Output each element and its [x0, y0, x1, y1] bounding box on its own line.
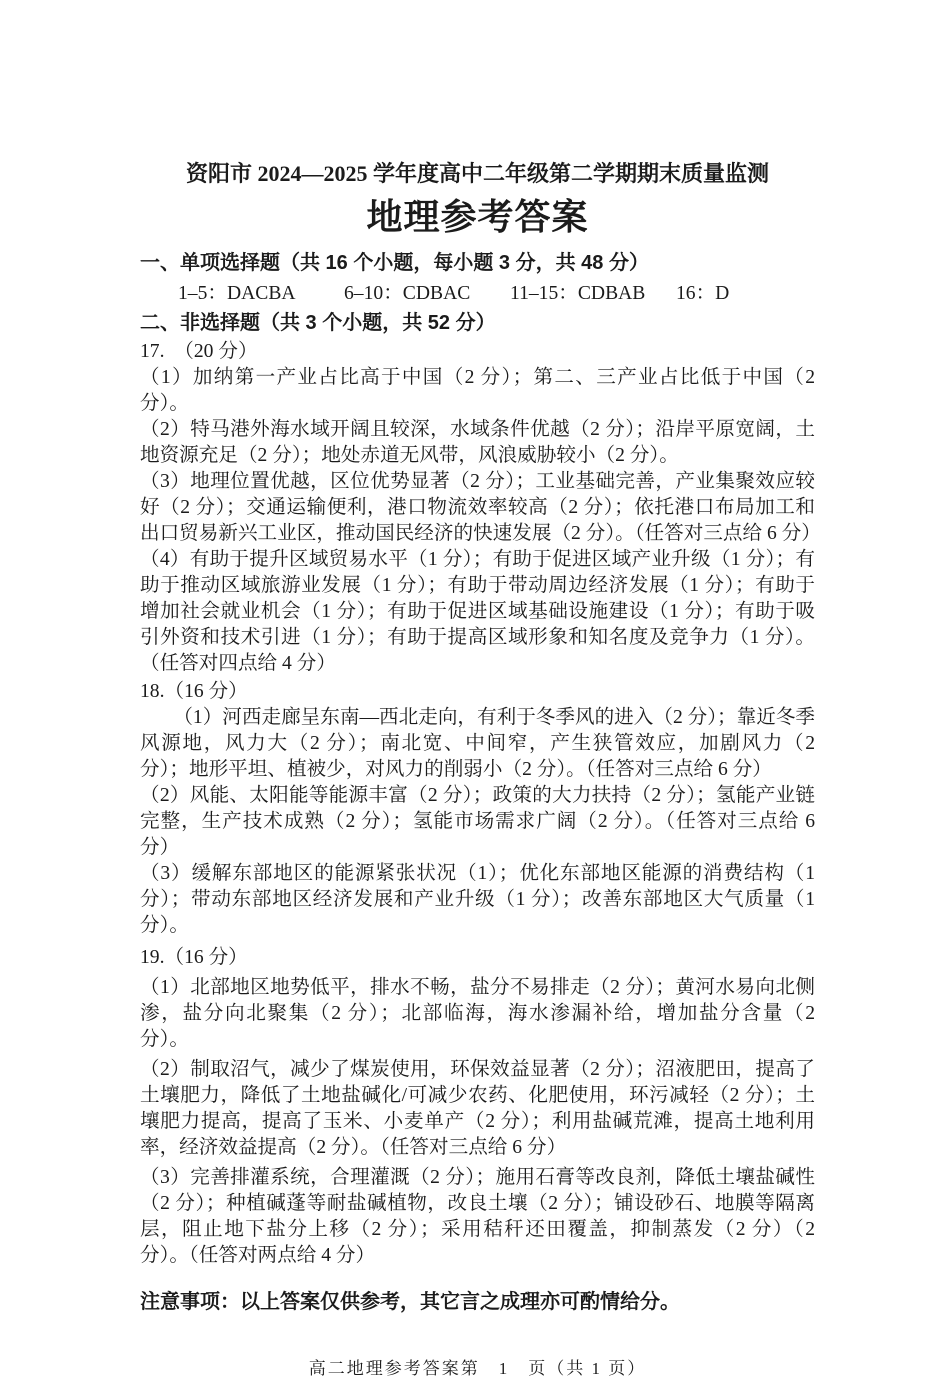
mcq-answers-row: [178, 280, 815, 307]
answer-paragraph: （1）加纳第一产业占比高于中国（2 分）；第二、三产业占比低于中国（2 分）。: [140, 367, 815, 414]
answer-paragraph: （2）特马港外海水域开阔且较深，水域条件优越（2 分）；沿岸平原宽阔，土地资源充足（2 分）；地处赤道无风带，风浪威胁较小（2 分）。: [140, 419, 815, 466]
question-block: [140, 945, 815, 1269]
question-number: 18.（16 分）: [140, 681, 248, 702]
page-title: 地理参考答案: [366, 196, 589, 237]
grading-note: 注意事项：以上答案仅供参考，其它言之成理亦可酌情给分。: [140, 1291, 680, 1313]
answer-paragraph: （3）缓解东部地区的能源紧张状况（1）；优化东部地区能源的消费结构（1 分）；带动东部地区经济发展和产业升级（1 分）；改善东部地区大气质量（1 分）。: [140, 863, 815, 936]
answer-paragraph: （3）完善排灌系统，合理灌溉（2 分）；施用石膏等改良剂，降低土壤盐碱性（2 分）；种植碱蓬等耐盐碱植物，改良土壤（2 分）；铺设砂石、地膜等隔离层，阻止地下盐分上移（2 分）；采用秸秆还田覆盖，抑制蒸发（2 分）（2 分）。（任答对两点给 4 分）: [140, 1167, 815, 1266]
answer-group: 11–15：CDBAB: [510, 283, 646, 304]
answer-paragraph: （2）风能、太阳能等能源丰富（2 分）；政策的大力扶持（2 分）；氢能产业链完整，生产技术成熟（2 分）；氢能市场需求广阔（2 分）。（任答对三点给 6 分）: [140, 785, 815, 858]
answer-paragraph: （1）北部地区地势低平，排水不畅，盐分不易排走（2 分）；黄河水易向北侧渗，盐分向北聚集（2 分）；北部临海，海水渗漏补给，增加盐分含量（2 分）。: [140, 977, 815, 1050]
answer-paragraph: （2）制取沼气，减少了煤炭使用，环保效益显著（2 分）；沼液肥田，提高了土壤肥力，降低了土地盐碱化/可减少农药、化肥使用，环污减轻（2 分）；土壤肥力提高，提高了玉米、小麦单产（2 分）；利用盐碱荒滩，提高土地利用率，经济效益提高（2 分）。（任答对三点给 6 分）: [140, 1059, 815, 1158]
exam-title: 资阳市 2024—2025 学年度高中二年级第二学期期末质量监测: [185, 161, 769, 186]
section1-heading: 一、单项选择题（共 16 个小题，每小题 3 分，共 48 分）: [140, 252, 649, 274]
answer-paragraph: （4）有助于提升区域贸易水平（1 分）；有助于促进区域产业升级（1 分）；有助于推动区域旅游业发展（1 分）；有助于带动周边经济发展（1 分）；有助于增加社会就业机会（1 分）；有助于促进区域基础设施建设（1 分）；有助于吸引外资和技术引进（1 分）；有助于提高区域形象和知名度及竞争力（1 分）。（任答对四点给 4 分）: [140, 549, 815, 674]
answer-group: 16：D: [676, 283, 730, 304]
answer-paragraph: （3）地理位置优越，区位优势显著（2 分）；工业基础完善，产业集聚效应较好（2 分）；交通运输便利，港口物流效率较高（2 分）；依托港口布局加工和出口贸易新兴工业区，推动国民经济的快速发展（2 分）。（任答对三点给 6 分）: [140, 471, 821, 544]
section2-heading: 二、非选择题（共 3 个小题，共 52 分）: [140, 312, 496, 334]
question-block: [140, 679, 815, 939]
answer-group: 1–5：DACBA: [178, 283, 296, 304]
question-number: 19.（16 分）: [140, 947, 248, 968]
question-number: 17. （20 分）: [140, 341, 258, 362]
questions-container: [140, 339, 821, 1269]
answer-paragraph: （1）河西走廊呈东南—西北走向，有利于冬季风的进入（2 分）；靠近冬季风源地，风力大（2 分）；南北宽、中间窄，产生狭管效应，加剧风力（2 分）；地形平坦、植被少，对风力的削弱小（2 分）。（任答对三点给 6 分）: [140, 707, 816, 780]
answer-group: 6–10：CDBAC: [344, 283, 471, 304]
question-block: [140, 339, 821, 677]
page-footer: 高二地理参考答案第 1 页（共 1 页）: [308, 1359, 647, 1378]
